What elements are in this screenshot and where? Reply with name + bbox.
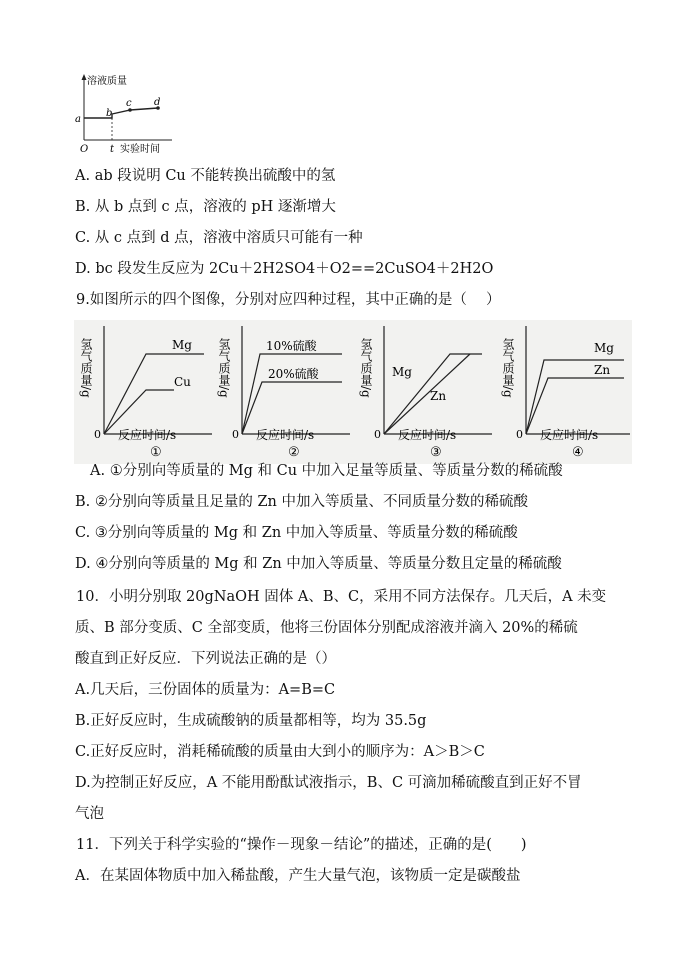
graph-2-label-20: 20%硫酸 — [268, 367, 319, 381]
curve — [84, 108, 158, 118]
label-b: b — [106, 108, 113, 119]
label-c: c — [126, 98, 132, 109]
q9-option-c: C. ③分别向等质量的 Mg 和 Zn 中加入等质量、等质量分数的稀硫酸 — [75, 525, 518, 541]
q9-graphs-strip — [74, 320, 632, 464]
graph-3-x-label: 反应时间/s — [398, 428, 457, 442]
y-axis-arrow — [82, 74, 87, 80]
q10-stem-line-3: 酸直到正好反应．下列说法正确的是（） — [75, 651, 336, 667]
graph-4-label-zn: Zn — [594, 363, 611, 377]
graph-4-number: ④ — [572, 445, 584, 460]
q10-option-a: A.几天后，三份固体的质量为：A=B=C — [75, 682, 336, 698]
label-d: d — [154, 97, 161, 108]
graph-1-label-cu: Cu — [174, 375, 191, 389]
graph-4-x-label: 反应时间/s — [540, 428, 599, 442]
graph-3-label-zn: Zn — [430, 389, 447, 403]
graph-1-x-label: 反应时间/s — [118, 428, 177, 442]
label-a: a — [75, 114, 81, 125]
q8-option-c: C. 从 c 点到 d 点，溶液中溶质只可能有一种 — [75, 230, 363, 246]
solution-mass-graph — [72, 70, 202, 158]
q8-option-a: A. ab 段说明 Cu 不能转换出硫酸中的氢 — [75, 168, 336, 184]
q9-option-a: A. ①分别向等质量的 Mg 和 Cu 中加入足量等质量、等质量分数的稀硫酸 — [90, 463, 563, 479]
graph-3-number: ③ — [430, 445, 442, 460]
graph-2-x-label: 反应时间/s — [256, 428, 315, 442]
q10-option-b: B.正好反应时，生成硫酸钠的质量都相等，均为 35.5g — [75, 713, 427, 729]
q10-stem-line-2: 质、B 部分变质、C 全部变质，他将三份固体分别配成溶液并滴入 20%的稀硫 — [75, 620, 578, 636]
q11-option-a: A．在某固体物质中加入稀盐酸，产生大量气泡，该物质一定是碳酸盐 — [75, 868, 521, 884]
q11-stem: 11．下列关于科学实验的“操作－现象－结论”的描述，正确的是( ) — [76, 837, 527, 853]
graph-2-label-10: 10%硫酸 — [266, 339, 317, 353]
y-axis-label: 溶液质量 — [87, 76, 127, 87]
graph-1-number: ① — [150, 445, 162, 460]
t-label: t — [110, 144, 115, 155]
q8-option-d: D. bc 段发生反应为 2Cu＋2H2SO4＋O2==2CuSO4＋2H2O — [75, 261, 494, 277]
graph-1-label-mg: Mg — [172, 338, 192, 352]
q10-stem-line-1: 10．小明分别取 20gNaOH 固体 A、B、C，采用不同方法保存。几天后，A 未变 — [76, 589, 607, 605]
q9-option-b: B. ②分别向等质量且足量的 Zn 中加入等质量、不同质量分数的稀硫酸 — [75, 494, 529, 510]
graph-3-y-label: 氢气质量/g — [359, 338, 373, 398]
origin-label: O — [80, 144, 89, 155]
figure-background — [74, 320, 632, 464]
q9-option-d: D. ④分别向等质量的 Mg 和 Zn 中加入等质量、等质量分数且定量的稀硫酸 — [75, 556, 562, 572]
graph-3-label-mg: Mg — [392, 365, 412, 379]
q10-option-d: D.为控制正好反应，A 不能用酚酞试液指示，B、C 可滴加稀硫酸直到正好不冒 — [75, 775, 582, 791]
graph-2-y-label: 氢气质量/g — [217, 338, 231, 398]
graph-4-zero: 0 — [516, 428, 523, 441]
q10-option-c: C.正好反应时，消耗稀硫酸的质量由大到小的顺序为：A＞B＞C — [75, 744, 485, 760]
graph-2-zero: 0 — [232, 428, 239, 441]
q8-option-b: B. 从 b 点到 c 点，溶液的 pH 逐渐增大 — [75, 199, 336, 215]
graph-1-zero: 0 — [94, 428, 101, 441]
q9-stem: 9.如图所示的四个图像，分别对应四种过程，其中正确的是（ ） — [76, 292, 501, 308]
graph-4-y-label: 氢气质量/g — [501, 338, 515, 398]
graph-4-label-mg: Mg — [594, 341, 614, 355]
graph-3-zero: 0 — [374, 428, 381, 441]
graph-1-y-label: 氢气质量/g — [79, 338, 93, 398]
q10-option-d-cont: 气泡 — [75, 806, 104, 822]
graph-2-number: ② — [288, 445, 300, 460]
x-axis-label: 实验时间 — [120, 144, 160, 155]
